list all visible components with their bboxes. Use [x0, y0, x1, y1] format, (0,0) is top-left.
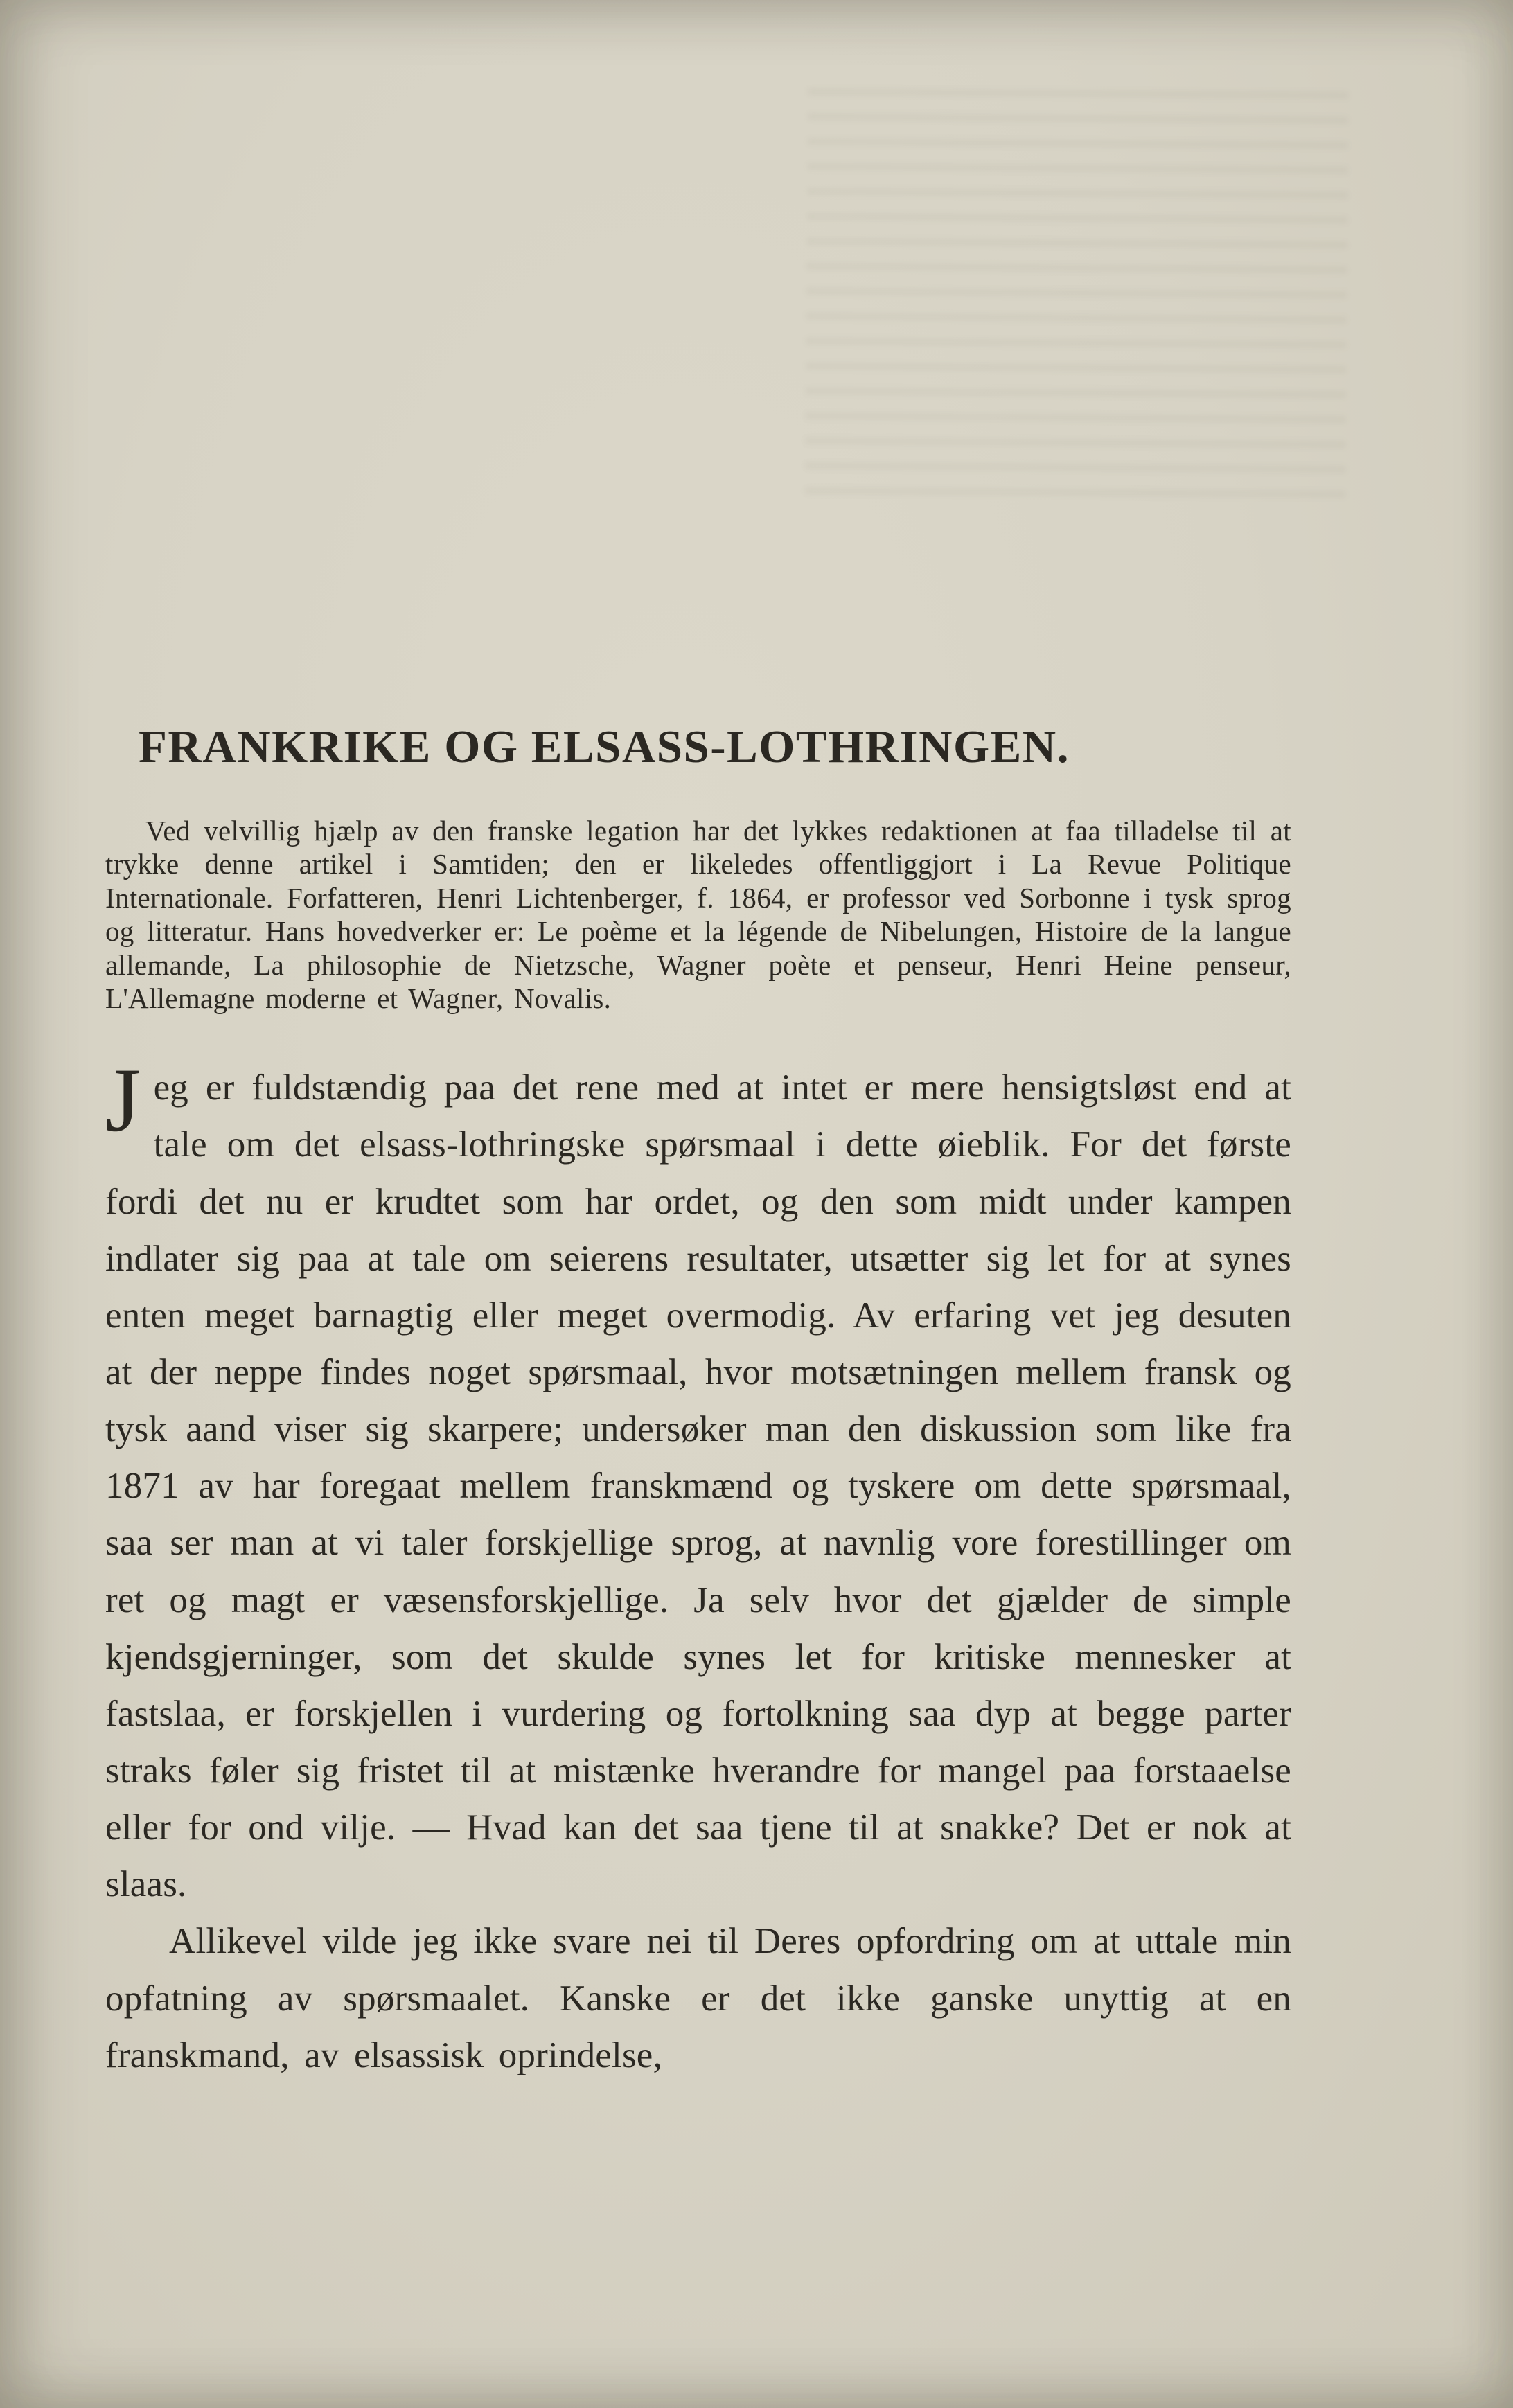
body-paragraph-1-text: eg er fuldstændig paa det rene med at intet er mere hensigtsløst end at tale om det elsass-lothringske spørsmaal i dette øieblik. For det første fordi det nu er krudtet som har ordet, og den som midt under kampen indlater sig paa at tale om seierens resultater, utsætter sig let for at synes enten meget barnagtig eller meget overmodig. Av erfaring vet jeg desuten at der neppe findes noget spørsmaal, hvor motsætningen mellem fransk og tysk aand viser sig skarpere; undersøker man den diskussion som like fra 1871 av har foregaat mellem franskmænd og tyskere om dette spørsmaal, saa ser man at vi taler forskjellige sprog, at navnlig vore forestillinger om ret og magt er væsensforskjellige. Ja selv hvor det gjælder de simple kjendsgjerninger, som det skulde synes let for kritiske mennesker at fastslaa, er forskjellen i vurdering og fortolkning saa dyp at begge parter straks føler sig fristet til at mistænke hverandre for mangel paa forstaaelse eller for ond vilje. — Hvad kan det saa tjene til at snakke? Det er nok at slaas.	[105, 1068, 1291, 1905]
body-paragraph-1	[105, 1049, 1291, 1913]
editorial-intro-paragraph: Ved velvillig hjælp av den franske legation har det lykkes redaktionen at faa tilladelse til at trykke denne artikel i Samtiden; den er likeledes offentliggjort i La Revue Politique Internationale. Forfatteren, Henri Lichtenberger, f. 1864, er professor ved Sorbonne i tysk sprog og litteratur. Hans hovedverker er: Le poème et la légende de Nibelungen, Histoire de la langue allemande, La philosophie de Nietzsche, Wagner poète et penseur, Henri Heine penseur, L'Allemagne moderne et Wagner, Novalis.	[105, 815, 1291, 1014]
reverse-page-show-through	[805, 88, 1348, 507]
dropcap-initial: J	[105, 1049, 141, 1151]
page-title: FRANKRIKE OG ELSASS-LOTHRINGEN.	[139, 721, 1070, 772]
text-column	[105, 720, 1291, 2084]
body-paragraph-2: Allikevel vilde jeg ikke svare nei til Deres opfordring om at uttale min opfatning av spørsmaalet. Kanske er det ikke ganske unyttig at en franskmand, av elsassisk oprindelse,	[105, 1921, 1291, 2075]
